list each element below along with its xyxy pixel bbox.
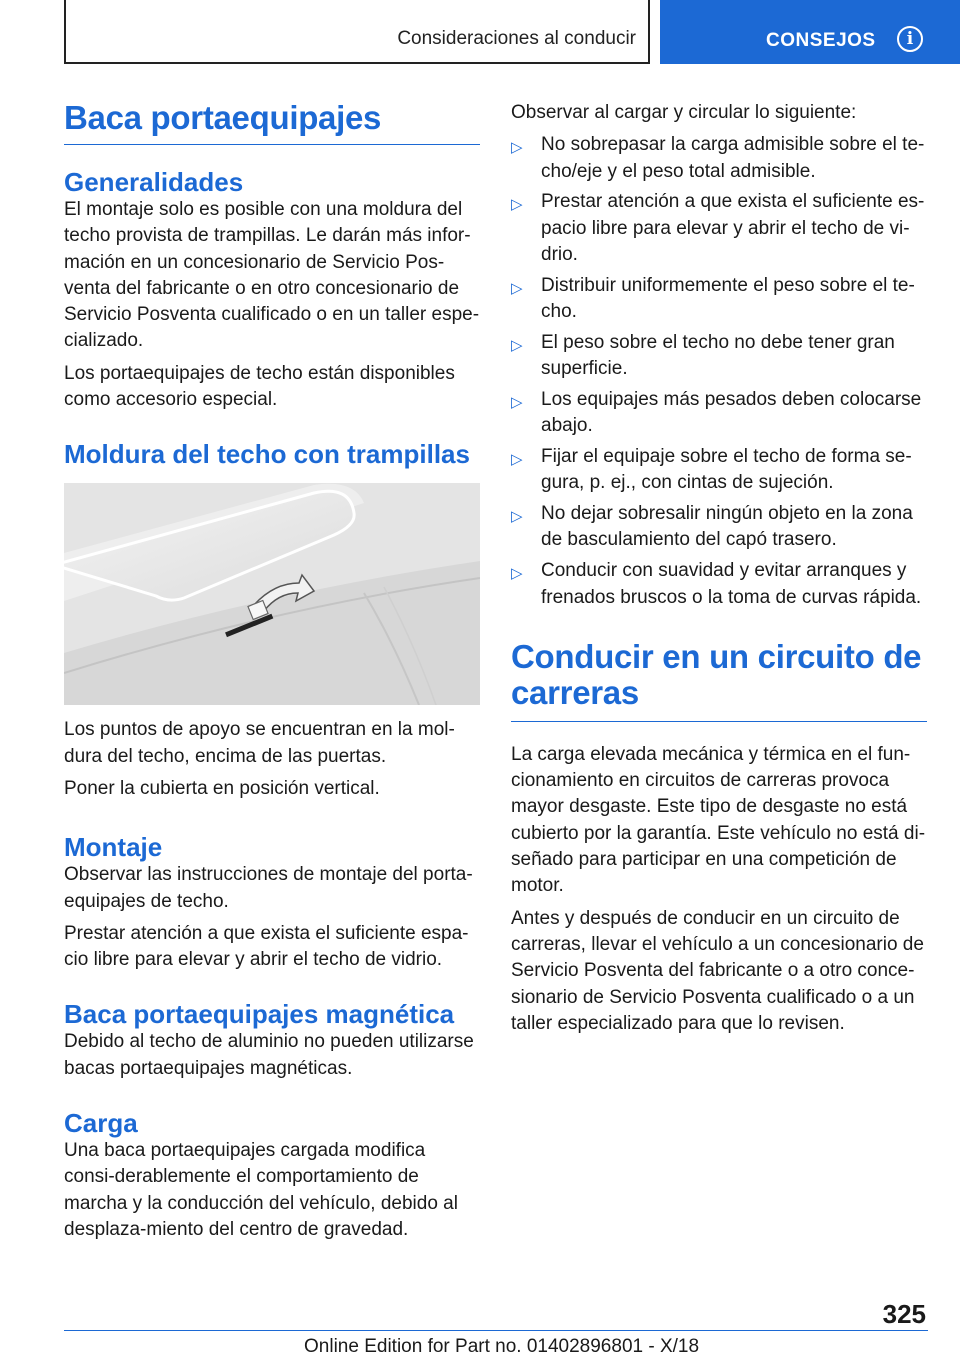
- header-tab-label: CONSEJOS: [766, 30, 876, 51]
- instructions-list: [511, 132, 927, 611]
- triangle-bullet-icon: ▷: [511, 508, 523, 526]
- info-icon: i: [897, 26, 923, 52]
- list-item: ▷ Distribuir uniformemente el peso sobre el te-cho.: [511, 274, 915, 323]
- section-title-circuito: Conducir en un circuito de carreras: [511, 639, 927, 722]
- paragraph: Los puntos de apoyo se encuentran en la mol-dura del techo, encima de las puertas.: [64, 719, 455, 767]
- triangle-bullet-icon: ▷: [511, 139, 523, 157]
- footer-divider: [64, 1330, 928, 1331]
- heading-moldura: Moldura del techo con trampillas: [64, 439, 470, 470]
- left-column: [64, 100, 480, 1243]
- heading-generalidades: Generalidades: [64, 167, 244, 197]
- roof-illustration: [64, 483, 480, 705]
- triangle-bullet-icon: ▷: [511, 336, 523, 354]
- header-section-frame: [64, 0, 650, 64]
- header-section-title: Consideraciones al conducir: [397, 28, 636, 49]
- heading-magnetica: Baca portaequipajes magnética: [64, 999, 455, 1030]
- triangle-bullet-icon: ▷: [511, 393, 523, 411]
- page-number: 325: [882, 1299, 926, 1329]
- triangle-bullet-icon: ▷: [511, 279, 523, 297]
- list-item: ▷ Los equipajes más pesados deben colocarse abajo.: [511, 388, 922, 437]
- triangle-bullet-icon: ▷: [511, 451, 523, 469]
- paragraph: Prestar atención a que exista el suficiente espa-cio libre para elevar y abrir el techo de vidrio.: [64, 922, 469, 971]
- paragraph: El montaje solo es posible con una moldura del techo provista de trampillas. Le darán más infor-mación en un concesionario de Servicio Pos-venta del fabricante o en otro concesionario de Servicio Posventa cualificado o en un taller espe-cializado.: [64, 199, 480, 352]
- right-column: [511, 100, 927, 1037]
- heading-montaje: Montaje: [64, 832, 163, 863]
- paragraph: Una baca portaequipajes cargada modifica consi-derablemente el comportamiento de marcha y la conducción del vehículo, debido al desplaza-miento del centro de gravedad.: [64, 1140, 458, 1240]
- heading-carga: Carga: [64, 1108, 138, 1139]
- paragraph: Los portaequipajes de techo están disponibles como accesorio especial.: [64, 362, 455, 411]
- list-item: ▷ Prestar atención a que exista el suficiente es-pacio libre para elevar y abrir el techo de vi-drio.: [511, 191, 925, 265]
- list-item: ▷ No sobrepasar la carga admisible sobre el te-cho/eje y el peso total admisible.: [511, 134, 925, 182]
- paragraph: Observar las instrucciones de montaje del porta-equipajes de techo.: [64, 864, 473, 912]
- list-item: ▷ El peso sobre el techo no debe tener gran superficie.: [511, 331, 895, 380]
- paragraph: Debido al techo de aluminio no pueden utilizarse bacas portaequipajes magnéticas.: [64, 1031, 474, 1079]
- triangle-bullet-icon: ▷: [511, 196, 523, 214]
- paragraph: Antes y después de conducir en un circuito de carreras, llevar el vehículo a un concesionario de Servicio Posventa del fabricante o a otro conce-sionario de Servicio Posventa cualificado o a un taller especializado para que lo revisen.: [511, 907, 924, 1034]
- list-item: ▷ No dejar sobresalir ningún objeto en la zona de basculamiento del capó trasero.: [511, 503, 913, 551]
- triangle-bullet-icon: ▷: [511, 565, 523, 583]
- intro-paragraph: Observar al cargar y circular lo siguiente:: [511, 102, 857, 123]
- page-title: Baca portaequipajes: [64, 100, 480, 145]
- paragraph: Poner la cubierta en posición vertical.: [64, 777, 380, 799]
- header-tab[interactable]: [660, 0, 960, 64]
- roof-moulding-image: [64, 483, 480, 705]
- paragraph: La carga elevada mecánica y térmica en el fun-cionamiento en circuitos de carreras provoca mayor desgaste. Este tipo de desgaste no está cubierto por la garantía. Este vehículo no está di-señado para participar en una competición de motor.: [511, 743, 926, 897]
- footer-edition: Online Edition for Part no. 01402896801 - X/18: [304, 1336, 700, 1357]
- list-item: ▷ Fijar el equipaje sobre el techo de forma se-gura, p. ej., con cintas de sujeción.: [511, 446, 912, 494]
- list-item: ▷ Conducir con suavidad y evitar arranques y frenados bruscos o la toma de curvas rápida.: [511, 560, 922, 608]
